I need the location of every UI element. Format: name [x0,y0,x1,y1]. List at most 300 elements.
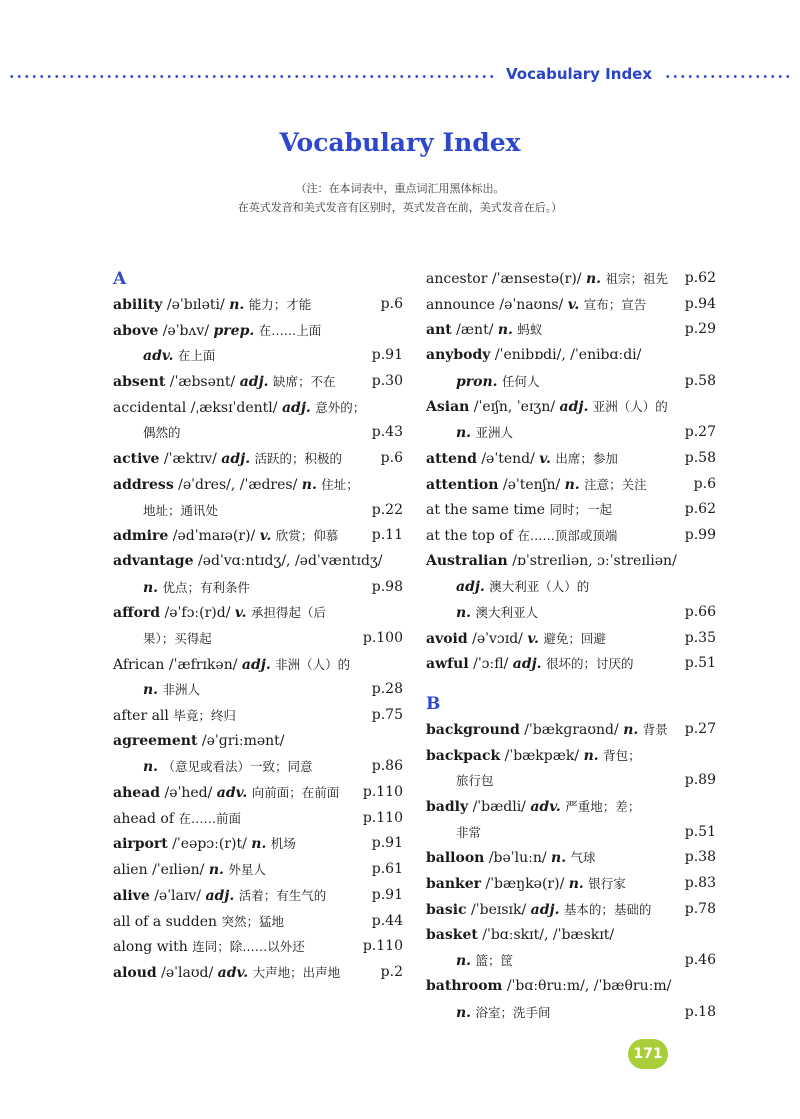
index-entry [113,857,403,883]
definition: 外星人 [228,862,266,878]
definition: 在上面 [177,348,216,364]
index-entry [113,729,403,780]
index-entry [426,871,716,897]
part-of-speech: n. [551,850,567,867]
definition: 承担得起（后 [250,605,326,621]
entry-line [426,1000,716,1026]
headword: active [113,451,160,468]
headword: banker [426,876,482,893]
headword: advantage [113,552,194,569]
running-header [0,62,800,90]
phonetic: /əˈdres/, /ˈædres/ [178,476,298,493]
part-of-speech: v. [234,605,247,622]
index-entry [113,883,403,909]
phonetic: /əˈfɔː(r)d/ [164,605,231,622]
page-ref: p.62 [684,501,716,518]
definition: 机场 [270,836,296,852]
index-entry [113,806,403,832]
part-of-speech: n. [251,836,267,853]
index-entry [426,292,716,318]
headword: attention [426,476,499,493]
page-ref: p.11 [371,527,403,544]
headword: admire [113,528,169,545]
headword: bathroom [426,977,503,994]
page-ref: p.100 [362,629,403,646]
part-of-speech: adv. [530,799,561,816]
page-ref: p.66 [684,603,716,620]
phonetic: /ˈeɪʃn, ˈeɪʒn/ [473,399,556,416]
page-number: 171 [628,1039,668,1069]
headword: agreement [113,732,198,749]
part-of-speech: adj. [512,656,542,673]
entry-line [426,626,716,652]
phonetic: /ˈbædli/ [472,799,526,816]
definition: 祖宗；祖先 [605,271,668,286]
phonetic: /ɒˈstreɪliən, ɔːˈstreɪliən/ [512,552,677,569]
page-ref: p.91 [371,835,403,852]
part-of-speech: n. [301,476,317,493]
index-entry [426,974,716,1025]
phonetic: /ˈeɪliən/ [152,862,205,879]
definition: 非洲（人）的 [275,656,351,672]
definition: 宣布；宣告 [583,296,647,312]
headword: avoid [426,630,468,647]
entry-line [426,820,716,846]
phonetic: /əˈvɔɪd/ [472,630,523,647]
entry-line [113,754,403,780]
part-of-speech: v. [259,528,272,545]
part-of-speech: n. [568,876,584,893]
part-of-speech: n. [564,476,580,493]
headword: balloon [426,850,485,867]
entry-line [426,369,716,395]
entry-line [113,549,403,575]
index-entry [113,549,403,600]
dotted-rule-left [8,75,498,78]
page-ref: p.38 [684,849,716,866]
definition: 活着；有生气的 [238,887,327,903]
page-ref: p.110 [362,784,403,801]
part-of-speech: n. [456,604,472,621]
entry-line [113,420,403,446]
definition: 突然；猛地 [221,913,285,929]
entry-line [426,717,716,743]
phonetic: /ˈbɑːskɪt/, /ˈbæskɪt/ [482,926,615,943]
page-ref: p.2 [380,963,403,980]
phonetic: /ˈɔːfl/ [473,656,509,673]
part-of-speech: adv. [216,785,248,802]
headword: African [113,656,165,673]
headword: ahead of [113,810,175,827]
section-letter: A [113,269,127,289]
part-of-speech: n. [497,322,513,339]
phonetic: /ˈænsestə(r)/ [491,271,582,287]
definition: 优点；有利条件 [162,579,251,595]
entry-line [113,883,403,909]
entry-line [426,549,716,575]
headword: absent [113,374,166,391]
part-of-speech: n. [143,682,159,699]
definition: 连同；除……以外还 [192,939,305,955]
part-of-speech: pron. [456,373,498,390]
entry-line [113,909,403,935]
entry-line [113,292,403,318]
phonetic: /ˈbɑːθruːm/, /ˈbæθruːm/ [506,977,672,994]
definition: 能力；才能 [248,297,312,312]
page-title: Vocabulary Index [279,128,521,157]
entry-line [113,343,403,369]
note-line: 在英式发音和美式发音有区别时，英式发音在前，美式发音在后。） [237,201,563,214]
index-entry [426,794,716,845]
definition: 出席；参加 [555,450,618,466]
page-ref: p.27 [684,721,716,737]
headword: basket [426,926,478,943]
part-of-speech: n. [623,722,639,738]
index-entry [426,446,716,472]
entry-line [426,651,716,677]
definition: 银行家 [588,876,626,892]
definition: 篮；筐 [475,953,514,969]
page-ref: p.58 [684,372,716,389]
index-entry [113,446,403,472]
part-of-speech: adj. [559,399,589,416]
index-entry [426,266,716,292]
phonetic: /əˈtenʃn/ [502,476,561,493]
entry-line [426,472,716,498]
definition: 非洲人 [162,682,201,698]
definition: 偶然的 [143,425,181,441]
headword: Asian [426,399,470,416]
index-entry [426,897,716,923]
definition: 澳大利亚（人）的 [489,579,590,595]
headword: Australian [426,552,508,569]
entry-line [426,743,716,769]
definition: 旅行包 [456,773,494,789]
page-ref: p.61 [371,861,403,878]
entry-line [113,318,403,344]
page-ref: p.110 [362,809,403,826]
part-of-speech: n. [456,1004,472,1021]
definition: 背景 [642,722,668,737]
index-entry [426,651,716,677]
page-ref: p.94 [684,295,716,312]
part-of-speech: adj. [281,399,311,416]
headword: backpack [426,747,501,764]
definition: 在……顶部或顶端 [517,527,618,543]
entry-line [113,934,403,960]
headword: all of a sudden [113,913,218,930]
entry-line [113,600,403,626]
right-column [426,266,716,1025]
index-entry [113,395,403,446]
entry-line [426,923,716,949]
page-ref: p.44 [371,912,403,929]
page-ref: p.89 [684,772,716,789]
phonetic: /əˈbʌv/ [162,322,210,339]
entry-line [426,266,716,292]
entry-line [113,652,403,678]
entry-line [426,948,716,974]
entry-line [113,472,403,498]
page-ref: p.98 [371,578,403,595]
entry-line [426,794,716,820]
page-ref: p.83 [684,875,716,892]
headword: anybody [426,347,491,364]
entry-line [426,292,716,318]
index-entry [113,703,403,729]
page-ref: p.46 [684,952,716,969]
phonetic: /ˈbækpæk/ [504,747,580,764]
index-entry [426,743,716,794]
phonetic: /bəˈluːn/ [488,850,547,867]
entry-line [113,703,403,729]
entry-line [426,523,716,549]
index-entry [426,394,716,445]
entry-line [426,446,716,472]
part-of-speech: n. [583,747,599,764]
phonetic: /ˈbækɡraʊnd/ [524,722,619,738]
headword: announce [426,296,495,313]
index-entry [113,960,403,986]
entry-line [113,523,403,549]
phonetic: /ˈæfrɪkən/ [168,656,238,673]
part-of-speech: v. [527,630,539,647]
index-entry [113,600,403,651]
index-entry [426,923,716,974]
index-entry [113,934,403,960]
entry-line [426,768,716,794]
definition: 避免；回避 [543,630,606,646]
page-ref: p.86 [371,758,403,775]
page-ref: p.75 [371,707,403,723]
headword: alive [113,887,150,904]
index-entry [426,497,716,523]
page-ref: p.27 [684,424,716,441]
definition: 向前面；在前面 [251,785,340,801]
headword: above [113,322,159,339]
phonetic: /ˈæbsənt/ [169,374,236,391]
headword: ability [113,297,163,313]
definition: 注意；关注 [584,476,647,492]
index-entry [113,909,403,935]
phonetic: /ˈeəpɔː(r)t/ [172,836,247,853]
page-ref: p.91 [371,347,403,364]
headword: basic [426,901,467,918]
phonetic: /ˌæksɪˈdentl/ [190,399,278,416]
page-ref: p.99 [684,526,716,543]
headword: at the top of [426,527,513,544]
entry-line [426,420,716,446]
note-line: （注：在本词表中，重点词汇用黑体标出。 [295,182,505,195]
page-ref: p.30 [371,373,403,390]
index-entry [113,472,403,523]
definition: 很坏的；讨厌的 [546,656,634,672]
part-of-speech: adv. [143,348,174,365]
page-ref: p.6 [380,296,403,312]
definition: 同时；一起 [549,502,612,518]
entry-line [426,845,716,871]
part-of-speech: n. [143,579,159,596]
entry-line [113,369,403,395]
part-of-speech: adv. [217,964,249,981]
page-ref: p.62 [684,270,716,286]
definition: 住址； [321,476,359,492]
entry-line [113,626,403,652]
definition: 地址；通讯处 [143,502,219,518]
part-of-speech: v. [567,296,580,313]
headword: aloud [113,964,157,981]
definition: 毕竟；终归 [173,708,236,723]
entry-line [113,831,403,857]
phonetic: /ˈenibɒdi/, /ˈenibɑːdi/ [494,347,642,364]
page-ref: p.6 [693,475,716,492]
part-of-speech: n. [456,425,472,442]
index-entry [426,343,716,394]
phonetic: /ədˈvɑːntɪdʒ/, /ədˈvæntɪdʒ/ [197,552,383,569]
headword: ant [426,322,452,339]
index-entry [113,318,403,369]
headword: along with [113,939,188,956]
section-gap [426,677,716,691]
entry-line [426,871,716,897]
part-of-speech: adj. [221,451,251,468]
page-ref: p.110 [362,938,403,955]
index-entry [113,831,403,857]
page-ref: p.78 [684,900,716,917]
entry-line [426,343,716,369]
index-entry [426,317,716,343]
page-ref: p.28 [371,681,403,698]
entry-line [426,574,716,600]
entry-line [426,497,716,523]
entry-line [113,575,403,601]
index-entry [113,369,403,395]
dotted-rule-right [664,75,792,78]
entry-line [426,317,716,343]
entry-line [113,446,403,472]
definition: 蚂蚁 [517,322,543,338]
section-letter: B [426,694,441,714]
headword: at the same time [426,502,546,519]
page-ref: p.35 [684,629,716,646]
phonetic: /əˈnaʊns/ [499,296,564,313]
page-ref: p.22 [371,501,403,518]
definition: 欣赏；仰慕 [275,528,339,544]
entry-line [113,677,403,703]
phonetic: /ˈbæŋkə(r)/ [485,876,565,893]
entry-line [426,394,716,420]
index-entry [426,626,716,652]
phonetic: /əˈtend/ [481,450,535,467]
headword: ancestor [426,271,488,287]
entry-line [113,857,403,883]
definition: 大声地；出声地 [252,964,341,980]
headword: address [113,476,174,493]
definition: 亚洲人 [475,425,514,441]
definition: （意见或看法）一致；同意 [162,759,313,775]
left-column [113,266,403,986]
definition: 背包； [603,747,641,763]
entry-line [113,395,403,421]
index-entry [113,523,403,549]
definition: 缺席；不在 [272,374,336,390]
headword: ahead [113,785,161,802]
phonetic: /ænt/ [456,322,494,339]
index-entry [113,652,403,703]
part-of-speech: adj. [241,656,271,673]
index-entry [426,472,716,498]
definition: 浴室；洗手间 [475,1004,551,1020]
part-of-speech: n. [229,297,245,313]
definition: 基本的；基础的 [563,901,652,917]
headword: accidental [113,399,187,416]
phonetic: /əˈlaʊd/ [161,964,214,981]
index-entry [426,549,716,626]
definition: 果）；买得起 [143,630,212,646]
headword: airport [113,836,168,853]
definition: 在……前面 [178,810,241,826]
part-of-speech: v. [539,450,551,467]
phonetic: /əˈlaɪv/ [154,887,201,904]
headword: afford [113,605,161,622]
index-entry [113,292,403,318]
headword: background [426,722,520,738]
definition: 意外的； [315,399,366,415]
running-title: Vocabulary Index [506,65,653,83]
definition: 严重地；差； [565,799,641,815]
definition: 澳大利亚人 [475,604,539,620]
index-entry [426,523,716,549]
page-ref: p.18 [684,1003,716,1020]
entry-line [113,780,403,806]
phonetic: /ˈæktɪv/ [163,451,217,468]
part-of-speech: adj. [239,374,269,391]
phonetic: /əˈhed/ [164,785,213,802]
entry-line [113,960,403,986]
part-of-speech: n. [143,759,159,776]
part-of-speech: adj. [205,887,235,904]
entry-line [113,729,403,755]
page-ref: p.51 [684,655,716,672]
page-ref: p.29 [684,321,716,338]
definition: 气球 [570,850,596,866]
part-of-speech: n. [208,862,224,879]
index-entry [426,717,716,743]
entry-line [113,498,403,524]
page-ref: p.51 [684,823,716,840]
index-entry [426,845,716,871]
entry-line [426,600,716,626]
entry-line [113,806,403,832]
phonetic: /ədˈmaɪə(r)/ [172,528,256,545]
part-of-speech: n. [585,271,602,287]
part-of-speech: n. [456,953,472,970]
index-entry [113,780,403,806]
page-ref: p.6 [380,450,403,467]
entry-line [426,974,716,1000]
phonetic: /əˈɡriːmənt/ [201,732,285,749]
notes [0,179,800,217]
definition: 在……上面 [258,322,322,338]
page-ref: p.91 [371,886,403,903]
definition: 非常 [456,824,482,840]
page-ref: p.58 [684,449,716,466]
entry-line [426,897,716,923]
definition: 亚洲（人）的 [592,399,668,415]
headword: badly [426,799,469,816]
definition: 任何人 [502,373,540,389]
headword: after all [113,708,169,724]
